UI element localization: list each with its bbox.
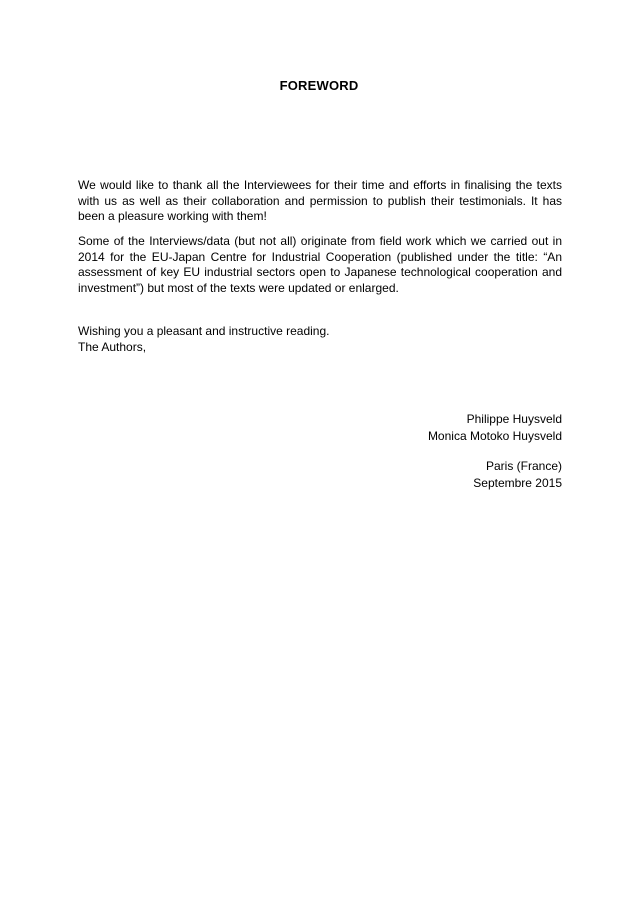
signature-block <box>428 411 562 491</box>
paragraph-thanks: We would like to thank all the Interviewees for their time and efforts in finalising the texts with us as well as their collaboration and permission to publish their testimonials. It has been a pleasure working with them! <box>78 178 562 224</box>
signature-place: Paris (France) <box>485 459 562 473</box>
closing-block <box>78 323 329 355</box>
closing-wish: Wishing you a pleasant and instructive reading. <box>78 324 330 338</box>
closing-sign-off: The Authors, <box>78 340 147 354</box>
signature-spacer <box>428 444 562 458</box>
author-name-1: Philippe Huysveld <box>466 412 562 426</box>
signature-date: Septembre 2015 <box>473 475 562 490</box>
page-title: FOREWORD <box>279 78 359 93</box>
paragraph-origin: Some of the Interviews/data (but not all) originate from field work which we carried out in 2014 for the EU-Japan Centre for Industrial Cooperation (published under the title: “An assessment of key EU industrial sectors open to Japanese technological cooperation and investment”) but most of the texts were updated or enlarged. <box>78 234 562 295</box>
author-name-2: Monica Motoko Huysveld <box>427 428 562 443</box>
